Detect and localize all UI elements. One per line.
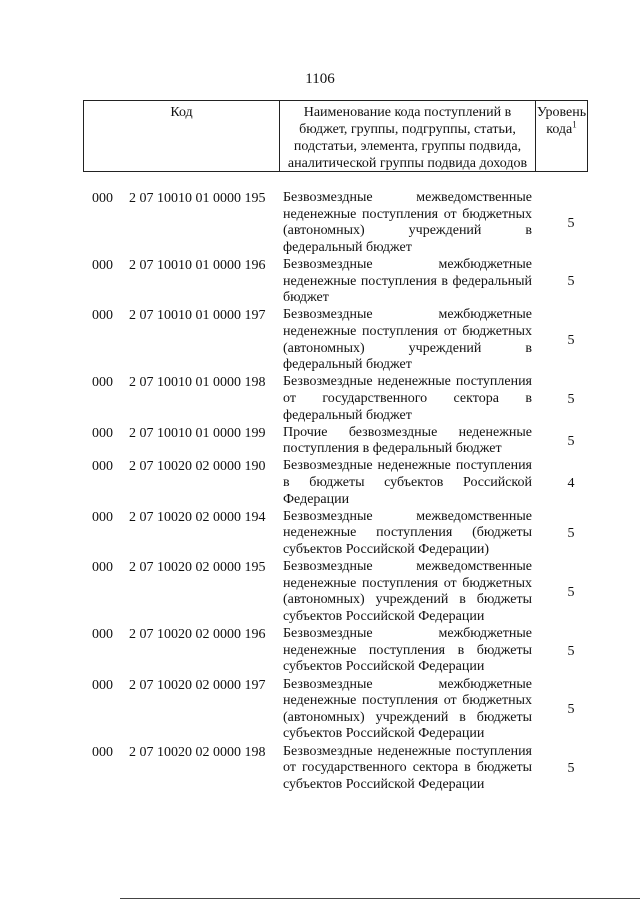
revenue-name: Безвозмездные межбюджетные неденежные поступления в федеральный бюджет	[283, 256, 532, 306]
revenue-name: Безвозмездные неденежные поступления от государственного сектора в федеральный бюджет	[283, 374, 532, 423]
table-row	[0, 509, 640, 559]
revenue-code: 2 07 10010 01 0000 199	[129, 425, 266, 441]
code-level: 5	[567, 702, 575, 718]
revenue-code: 2 07 10020 02 0000 198	[129, 744, 266, 760]
revenue-name: Безвозмездные межбюджетные неденежные поступления от бюджетных (автономных) учреждений в бюджеты субъектов Российской Федерации	[283, 676, 532, 742]
table-row	[0, 257, 640, 307]
revenue-code: 2 07 10010 01 0000 197	[129, 308, 266, 324]
table-row	[0, 559, 640, 625]
admin-code: 000	[92, 191, 113, 206]
bottom-divider	[120, 898, 640, 899]
revenue-name: Безвозмездные межведомственные неденежные поступления от бюджетных (автономных) учреждений в бюджеты субъектов Российской Федерации	[283, 559, 532, 624]
revenue-name: Безвозмездные межбюджетные неденежные поступления от бюджетных (автономных) учреждений в федеральный бюджет	[283, 307, 532, 373]
table-header	[83, 100, 588, 172]
code-level: 5	[567, 761, 575, 777]
table-row	[0, 744, 640, 794]
table-row	[0, 190, 640, 256]
code-level: 5	[567, 643, 575, 659]
code-level: 5	[567, 526, 575, 542]
revenue-code: 2 07 10020 02 0000 190	[129, 459, 266, 475]
table-body	[0, 190, 640, 793]
code-level: 4	[567, 475, 575, 491]
revenue-name: Прочие безвозмездные неденежные поступления в федеральный бюджет	[283, 424, 532, 457]
table-row	[0, 374, 640, 424]
table-row	[0, 677, 640, 743]
revenue-code: 2 07 10010 01 0000 198	[129, 375, 266, 391]
admin-code: 000	[92, 375, 113, 391]
revenue-code: 2 07 10020 02 0000 196	[129, 627, 266, 643]
revenue-code: 2 07 10020 02 0000 197	[129, 677, 266, 693]
admin-code: 000	[92, 560, 113, 576]
revenue-code: 2 07 10010 01 0000 195	[129, 191, 266, 206]
admin-code: 000	[92, 257, 113, 273]
admin-code: 000	[92, 425, 113, 441]
revenue-name: Безвозмездные неденежные поступления в бюджеты субъектов Российской Федерации	[283, 458, 532, 507]
admin-code: 000	[92, 459, 113, 475]
admin-code: 000	[92, 744, 113, 760]
header-level-label: Уровень кода	[536, 105, 587, 137]
code-level: 5	[567, 391, 575, 407]
admin-code: 000	[92, 677, 113, 693]
revenue-name: Безвозмездные межведомственные неденежные поступления от бюджетных (автономных) учреждений в федеральный бюджет	[283, 190, 532, 255]
admin-code: 000	[92, 627, 113, 643]
table-row	[0, 458, 640, 508]
header-name: Наименование кода поступлений в бюджет, группы, подгруппы, статьи, подстатьи, элемента, группы подвида, аналитической группы подвида доходов	[280, 101, 536, 171]
code-level: 5	[567, 332, 575, 348]
header-code: Код	[84, 101, 280, 171]
revenue-name: Безвозмездные межбюджетные неденежные поступления в бюджеты субъектов Российской Федерации	[283, 626, 532, 675]
revenue-code: 2 07 10010 01 0000 196	[129, 257, 266, 273]
code-level: 5	[567, 433, 575, 449]
page-number: 1106	[305, 71, 335, 87]
admin-code: 000	[92, 308, 113, 324]
admin-code: 000	[92, 509, 113, 525]
revenue-code: 2 07 10020 02 0000 194	[129, 509, 266, 525]
table-row	[0, 626, 640, 676]
header-level	[536, 101, 587, 171]
code-level: 5	[567, 215, 575, 231]
revenue-name: Безвозмездные межведомственные неденежные поступления (бюджеты субъектов Российской Федерации)	[283, 508, 532, 558]
code-level: 5	[567, 274, 575, 290]
table-row	[0, 425, 640, 458]
table-row	[0, 307, 640, 373]
revenue-code: 2 07 10020 02 0000 195	[129, 560, 266, 576]
code-level: 5	[567, 584, 575, 600]
revenue-name: Безвозмездные неденежные поступления от государственного сектора в бюджеты субъектов Российской Федерации	[283, 743, 532, 792]
header-level-footnote: 1	[572, 119, 577, 130]
